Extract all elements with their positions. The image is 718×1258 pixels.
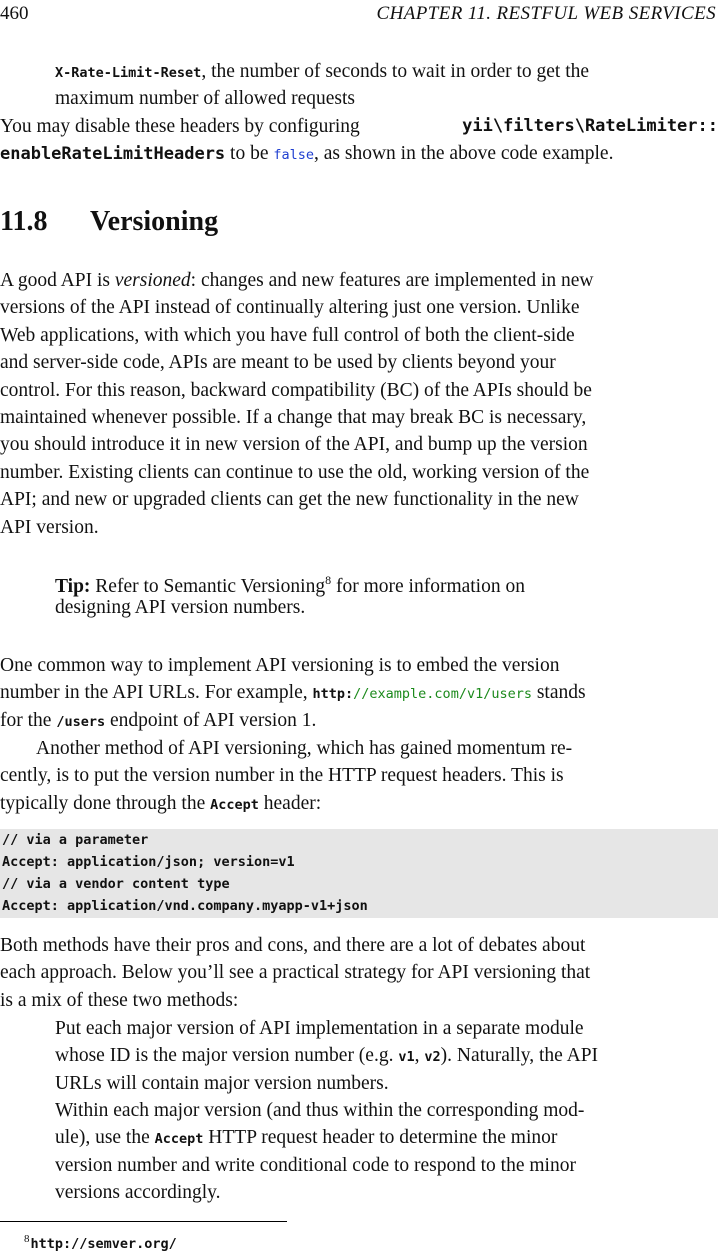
ratelimiter-class-code: yii\filters\RateLimiter::: [462, 116, 718, 136]
v2-code: v2: [424, 1049, 441, 1066]
footnote-ref[interactable]: 8: [325, 573, 332, 587]
intro-paragraph: A good API is versioned: changes and new features are implemented in new versions of the API instead of continually altering just one version. Unlike Web applications, with which you have full control of both the client-side and server-side code, APIs are meant to be used by clients beyond your control. For this reason, backward compatibility (BC) of the APIs should be maintained whenever possible. If a change that may break BC is necessary, you should introduce it in new version of the API, and bump up the version number. Existing clients can continue to use the old, working version of the API; and new or upgraded clients can get the new functionality in the new API version.: [0, 270, 594, 538]
methods-paragraph: Both methods have their pros and cons, and there are a lot of debates about each approach. Below you’ll see a practical strategy for API versioning that is a mix of these two methods:: [0, 935, 591, 1011]
list-item-major-version: Put each major version of API implementation in a separate module whose ID is the major version number (e.g. v1, v2). Naturally, the API URLs will contain major version numbers.: [55, 1018, 599, 1094]
section-number: 11.8: [0, 206, 48, 237]
ratelimit-item: X-Rate-Limit-Reset, the number of seconds to wait in order to get the maximum number of allowed requests: [55, 61, 590, 110]
ratelimit-code: X-Rate-Limit-Reset: [55, 65, 202, 81]
header-versioning-paragraph: Another method of API versioning, which has gained momentum re- cently, is to put the version number in the HTTP request headers. This is typically done through the Accept header:: [0, 738, 573, 814]
section-heading: [0, 208, 218, 235]
enable-headers-code: enableRateLimitHeaders: [0, 144, 226, 165]
chapter-title: CHAPTER 11. RESTFUL WEB SERVICES: [376, 3, 716, 24]
v1-code: v1: [398, 1049, 415, 1066]
footnote-url-link[interactable]: http://semver.org/: [30, 1236, 177, 1252]
example-url-path: //example.com/v1/users: [353, 686, 532, 703]
footnote: [24, 1226, 177, 1258]
example-url-scheme: http:: [312, 686, 354, 703]
disable-headers-paragraph: You may disable these headers by configuring yii\filters\RateLimiter:: enableRateLimitHeaders to be false, as shown in the above code example.: [0, 113, 718, 168]
code-line: Accept: application/json; version=v1: [2, 854, 295, 870]
code-line: // via a vendor content type: [2, 876, 230, 892]
users-endpoint-code: /users: [56, 713, 106, 730]
page-number: 460: [0, 3, 29, 24]
footnote-mark: 8: [24, 1233, 30, 1245]
code-block: [0, 829, 718, 918]
accept-code: Accept: [154, 1131, 204, 1148]
running-header: [0, 0, 718, 24]
tip-box: Tip: Refer to Semantic Versioning$^8$ for more information on designing API version numbers.: [55, 573, 525, 619]
list-item-minor-version: Within each major version (and thus within the corresponding mod- ule), use the Accept HTTP request header to determine the minor version number and write conditional code to respond to the minor versions accordingly.: [55, 1100, 585, 1204]
false-code: false: [273, 147, 315, 164]
section-title: Versioning: [90, 206, 219, 237]
accept-header-code: Accept: [210, 796, 259, 813]
code-line: // via a parameter: [2, 832, 149, 848]
footnote-rule: [0, 1221, 287, 1222]
url-versioning-paragraph: One common way to implement API versioning is to embed the version number in the API URLs. For example, http://example.com/v1/users stands for the /users endpoint of API version 1.: [0, 655, 586, 731]
code-line: Accept: application/vnd.company.myapp-v1+json: [2, 898, 368, 914]
tip-label: Tip:: [55, 576, 91, 597]
